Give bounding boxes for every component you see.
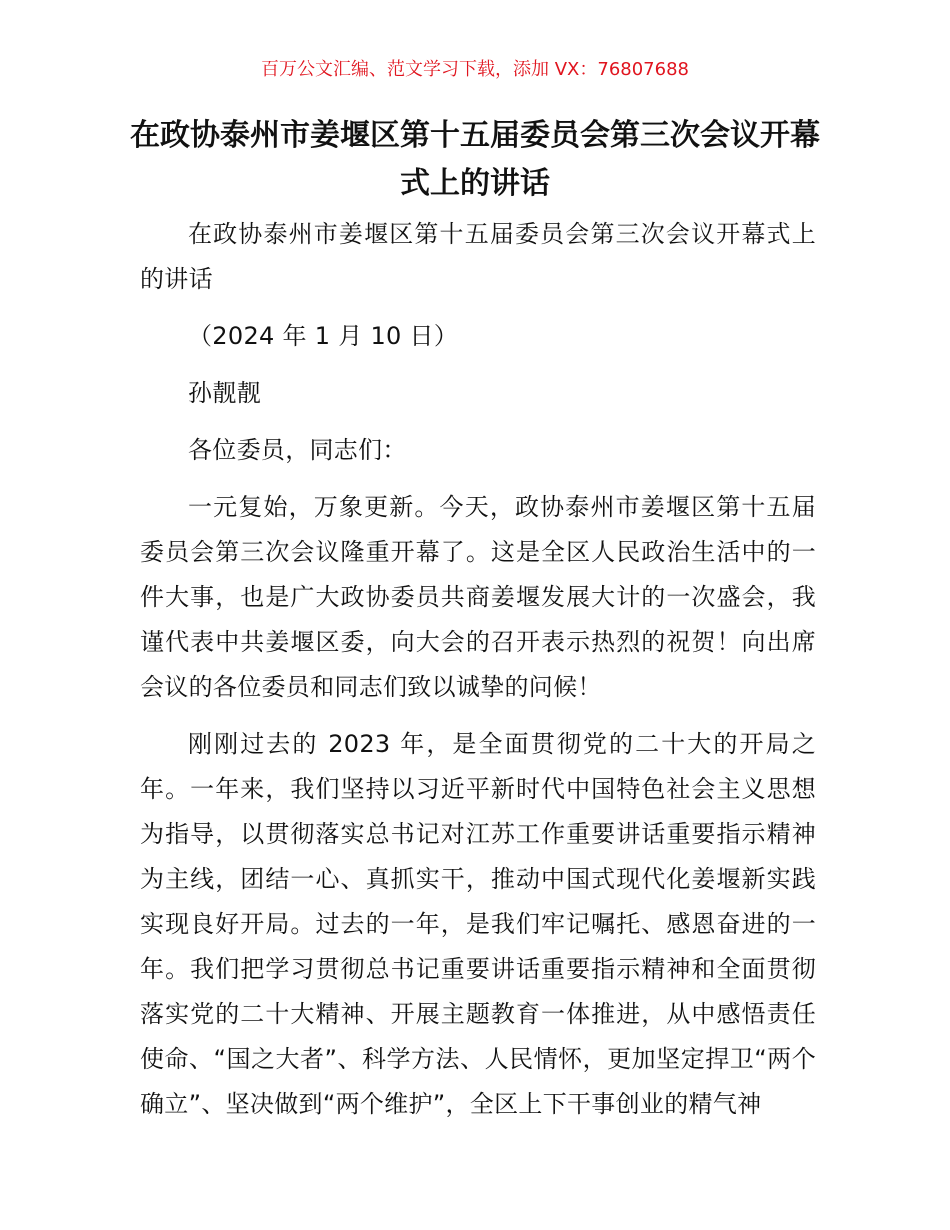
document-subtitle: 在政协泰州市姜堰区第十五届委员会第三次会议开幕式上的讲话	[140, 220, 816, 293]
body-paragraph: 一元复始，万象更新。今天，政协泰州市姜堰区第十五届委员会第三次会议隆重开幕了。这是全区人民政治生活中的一件大事，也是广大政协委员共商姜堰发展大计的一次盛会，我谨代表中共姜堰区委，向大会的召开表示热烈的祝贺！向出席会议的各位委员和同志们致以诚挚的问候！	[140, 493, 816, 701]
document-body	[140, 212, 816, 1139]
document-author: 孙靓靓	[188, 379, 261, 407]
document-date: （2024 年 1 月 10 日）	[188, 322, 459, 350]
watermark-header: 百万公文汇编、范文学习下载，添加 VX：76807688	[261, 59, 689, 80]
salutation: 各位委员，同志们：	[188, 436, 407, 464]
document-title: 在政协泰州市姜堰区第十五届委员会第三次会议开幕式上的讲话	[130, 118, 820, 201]
body-paragraph: 刚刚过去的 2023 年，是全面贯彻党的二十大的开局之年。一年来，我们坚持以习近平新时代中国特色社会主义思想为指导，以贯彻落实总书记对江苏工作重要讲话重要指示精神为主线，团结一心、真抓实干，推动中国式现代化姜堰新实践实现良好开局。过去的一年，是我们牢记嘱托、感恩奋进的一年。我们把学习贯彻总书记重要讲话重要指示精神和全面贯彻落实党的二十大精神、开展主题教育一体推进，从中感悟责任使命、“国之大者”、科学方法、人民情怀，更加坚定捍卫“两个确立”、坚决做到“两个维护”，全区上下干事创业的精气神	[140, 730, 816, 1118]
